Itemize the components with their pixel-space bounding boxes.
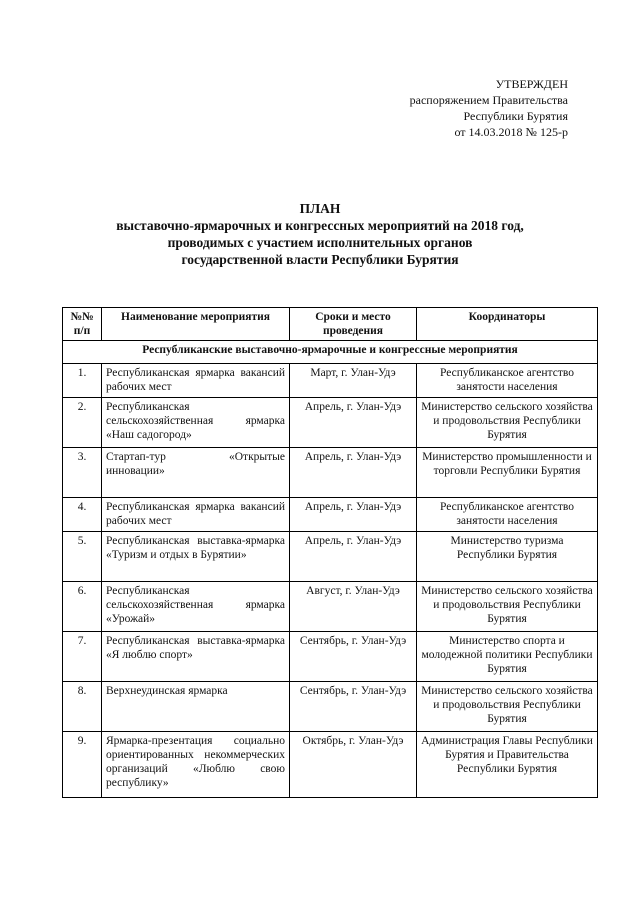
table-row [63,532,598,582]
row-coord: Республиканское агентство занятости населения [417,364,598,398]
row-num: 8. [63,682,102,732]
header-num: №№ п/п [63,308,102,341]
row-coord: Министерство сельского хозяйства и продовольствия Республики Бурятия [417,398,598,448]
row-num: 6. [63,582,102,632]
row-name: Республиканская ярмарка вакансий рабочих мест [102,498,290,532]
row-term: Октябрь, г. Улан-Удэ [290,732,417,798]
row-num: 3. [63,448,102,498]
row-term: Август, г. Улан-Удэ [290,582,417,632]
table-row [63,448,598,498]
row-coord: Республиканское агентство занятости населения [417,498,598,532]
section-row [63,341,598,364]
row-name: Республиканская выставка-ярмарка «Я люблю спорт» [102,632,290,682]
title-line-2: выставочно-ярмарочных и конгрессных мероприятий на 2018 год, [116,218,524,233]
table-row [63,582,598,632]
header-term: Сроки и место проведения [290,308,417,341]
approval-date: от 14.03.2018 № 125-р [454,125,568,139]
approval-stamp [410,76,568,140]
table-row [63,632,598,682]
row-coord: Министерство промышленности и торговли Республики Бурятия [417,448,598,498]
section-title: Республиканские выставочно-ярмарочные и конгрессные мероприятия [63,341,598,364]
row-name: Стартап-тур «Открытые инновации» [102,448,290,498]
row-num: 2. [63,398,102,448]
title-line-1: ПЛАН [299,201,341,216]
row-term: Апрель, г. Улан-Удэ [290,498,417,532]
row-coord: Министерство сельского хозяйства и продовольствия Республики Бурятия [417,682,598,732]
row-term: Апрель, г. Улан-Удэ [290,448,417,498]
row-coord: Министерство сельского хозяйства и продовольствия Республики Бурятия [417,582,598,632]
events-table [62,307,598,798]
row-name: Республиканская ярмарка вакансий рабочих мест [102,364,290,398]
row-term: Апрель, г. Улан-Удэ [290,532,417,582]
table-row [63,498,598,532]
row-term: Март, г. Улан-Удэ [290,364,417,398]
title-line-4: государственной власти Республики Бурятия [181,252,459,267]
title-line-3: проводимых с участием исполнительных органов [167,235,473,250]
row-name: Верхнеудинская ярмарка [102,682,290,732]
row-coord: Администрация Главы Республики Бурятия и Правительства Республики Бурятия [417,732,598,798]
row-coord: Министерство туризма Республики Бурятия [417,532,598,582]
header-coord: Координаторы [417,308,598,341]
row-term: Апрель, г. Улан-Удэ [290,398,417,448]
table-row [63,364,598,398]
header-name: Наименование мероприятия [102,308,290,341]
table-header-row [63,308,598,341]
row-term: Сентябрь, г. Улан-Удэ [290,632,417,682]
row-term: Сентябрь, г. Улан-Удэ [290,682,417,732]
row-num: 7. [63,632,102,682]
row-name: Ярмарка-презентация социально ориентированных некоммерческих организаций «Люблю свою республику» [102,732,290,798]
document-title [0,200,640,268]
row-num: 9. [63,732,102,798]
row-coord: Министерство спорта и молодежной политики Республики Бурятия [417,632,598,682]
row-name: Республиканская сельскохозяйственная ярмарка «Наш садогород» [102,398,290,448]
row-num: 1. [63,364,102,398]
approval-authority: распоряжением Правительства [409,93,568,107]
row-num: 4. [63,498,102,532]
row-name: Республиканская выставка-ярмарка «Туризм и отдых в Бурятии» [102,532,290,582]
approval-heading: УТВЕРЖДЕН [495,77,568,91]
approval-region: Республики Бурятия [463,109,568,123]
table-row [63,732,598,798]
table-row [63,682,598,732]
table-row [63,398,598,448]
row-name: Республиканская сельскохозяйственная ярмарка «Урожай» [102,582,290,632]
row-num: 5. [63,532,102,582]
